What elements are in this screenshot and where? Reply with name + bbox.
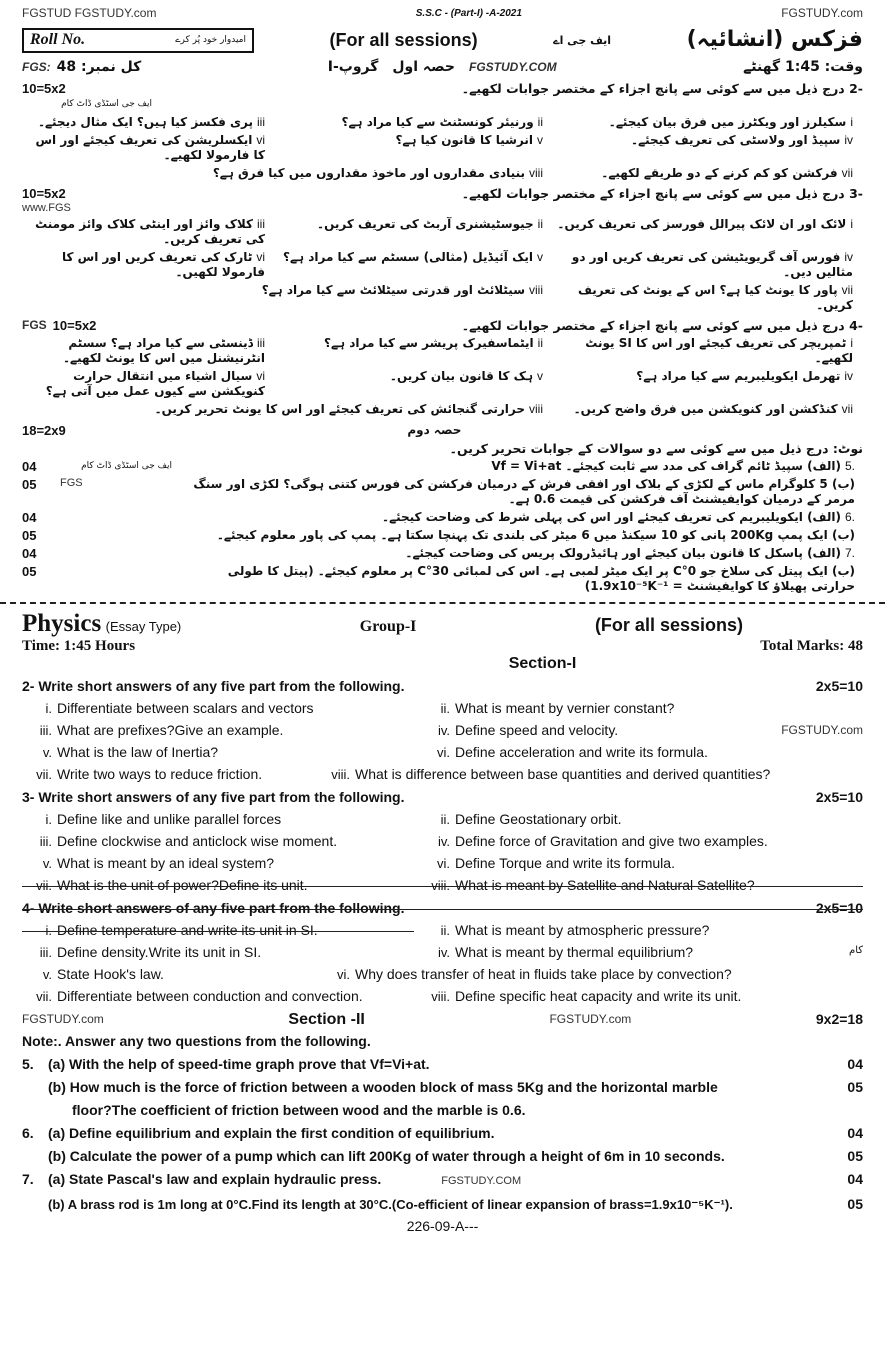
watermark: FGS [60, 477, 83, 489]
en-long-row [22, 1078, 863, 1097]
marks: 04 [22, 510, 37, 525]
en-item: viii. What is meant by Satellite and Natural Satellite? [431, 877, 755, 893]
english-subject: Physics (Essay Type) [22, 610, 182, 637]
urdu-section2-marks: 18=2x9 [22, 423, 66, 438]
urdu-long-q: (ب) ایک پمپ 200Kg پانی کو 10 سیکنڈ میں 6 میٹر کی بلندی تک پہنچا سکتا ہے۔ پمپ کی پاور معلوم کیجئے۔ [216, 528, 855, 542]
marks: 04 [847, 1056, 863, 1072]
watermark: FGSTUD FGSTUDY.com [22, 6, 157, 20]
en-long-q: (b) A brass rod is 1m long at 0°C.Find its length at 30°C.(Co-efficient of linear expansion of brass=1.9x10⁻⁵K⁻¹). [48, 1197, 733, 1212]
en-item: viii. What is difference between base quantities and derived quantities? [331, 766, 771, 782]
urdu-note: نوٹ: درج ذیل میں سے کوئی سے دو سوالات کے جوابات تحریر کریں۔ [449, 441, 863, 456]
en-item: ii. What is meant by vernier constant? [440, 700, 675, 716]
fg-label: ایف جی اے [553, 33, 612, 47]
urdu-long-q: (ب) 5 کلوگرام ماس کے لکڑی کے بلاک اور افقی فرش کے درمیان فرکشن کی فورس کتنی ہوگی؟ لکڑی اور سنگ مرمر کے درمیان کوایفیشنٹ آف فرکشن کی قیمت 0.6 ہے۔ [193, 477, 855, 506]
urdu-item: viایکسلریشن کی تعریف کیجئے اور اس کا فارمولا لکھیے۔ [35, 133, 265, 162]
urdu-item: viiفرکشن کو کم کرنے کے دو طریقے لکھیے۔ [601, 166, 853, 180]
en-section2-marks: 9x2=18 [815, 1011, 863, 1027]
en-long-q: (a) State Pascal's law and explain hydraulic press. FGSTUDY.COM [48, 1171, 522, 1187]
en-item: ii. Define Geostationary orbit. [440, 811, 622, 827]
marks: 05 [22, 564, 37, 579]
urdu-item: viٹارک کی تعریف کریں اور اس کا فارمولا لکھیں۔ [62, 250, 265, 279]
watermark: ایف جی اسٹڈی ڈاٹ کام [61, 99, 152, 109]
urdu-item: vانرشیا کا قانون کیا ہے؟ [395, 133, 543, 147]
en-item-row [22, 765, 863, 784]
watermark: FGSTUDY.com [549, 1012, 632, 1026]
urdu-item-row [22, 166, 863, 181]
urdu-long-row [22, 564, 863, 594]
en-item-row [22, 943, 863, 962]
marks-urdu: کل نمبر: 48 [56, 59, 142, 75]
marks: 04 [22, 459, 37, 474]
group-urdu: گروپ-I [327, 59, 379, 75]
roll-number-box [22, 28, 254, 53]
urdu-item-row [22, 336, 863, 366]
urdu-item: viiپاور کا یونٹ کیا ہے؟ اس کے یونٹ کی تعریف کریں۔ [577, 283, 853, 312]
en-item: vi. Why does transfer of heat in fluids take place by convection? [337, 966, 732, 982]
marks: 05 [22, 528, 37, 543]
en-q2-heading: 2- Write short answers of any five part from the following. [22, 678, 405, 694]
en-q3-marks: 2x5=10 [815, 789, 863, 805]
urdu-q4-heading-row [22, 318, 863, 333]
watermark: کام [849, 945, 863, 956]
watermark: www.FGS [22, 202, 71, 214]
strike-line [22, 886, 863, 887]
watermark: FGSTUDY.com [22, 1012, 104, 1026]
en-item-row [22, 743, 863, 762]
en-item: i. Define temperature and write its unit in SI. [22, 921, 414, 940]
urdu-item: ivفورس آف گریویٹیشن کی تعریف کریں اور دو مثالیں دیں۔ [571, 250, 853, 279]
english-header [22, 610, 863, 638]
en-item: vii. Write two ways to reduce friction. [36, 766, 263, 782]
en-q2-marks: 2x5=10 [815, 678, 863, 694]
urdu-long-row [22, 477, 863, 507]
watermark: FGS [22, 318, 47, 332]
urdu-q4-marks: 10=5x2 [52, 318, 97, 333]
strike-line [22, 909, 863, 910]
marks: 05 [22, 477, 37, 492]
en-long-row [22, 1124, 863, 1143]
en-item-row [22, 854, 863, 873]
urdu-section2-title: حصہ دوم [407, 423, 462, 437]
urdu-q4-heading: -4 درج ذیل میں سے کوئی سے پانچ اجزاء کے مختصر جوابات لکھیے۔ [461, 318, 863, 333]
en-item: iii. Define clockwise and anticlock wise moment. [39, 833, 338, 849]
urdu-item: viسیال اشیاء میں انتقال حرارت کنویکشن سے کیوں عمل میں آتی ہے؟ [45, 369, 265, 398]
board-code: S.S.C - (Part-I) -A-2021 [415, 7, 522, 19]
header-row [22, 26, 863, 54]
en-item-row [22, 810, 863, 829]
marks: 05 [847, 1148, 863, 1164]
en-item-row [22, 921, 863, 940]
urdu-item: vایک آئیڈیل (مثالی) سسٹم سے کیا مراد ہے؟ [283, 250, 543, 264]
en-item-row [22, 965, 863, 984]
en-q4-marks: 2x5=10 [815, 900, 863, 916]
sessions-label: (For all sessions) [329, 29, 478, 50]
urdu-item: iiورنیئر کونسٹنٹ سے کیا مراد ہے؟ [341, 115, 543, 129]
urdu-item: iiiکلاک وائز اور اینٹی کلاک وائز مومنٹ کی تعریف کریں۔ [35, 217, 265, 246]
en-item: vii. Differentiate between conduction and convection. [36, 988, 363, 1004]
time-urdu: وقت: 1:45 گھنٹے [743, 59, 863, 75]
urdu-item-row [22, 217, 863, 247]
en-section2-row [22, 1010, 863, 1029]
en-item: iv. What is meant by thermal equilibrium? [437, 944, 694, 960]
en-item: i. Define like and unlike parallel forces [45, 811, 282, 827]
marks: 04 [847, 1125, 863, 1141]
watermark: FGSTUDY.com [781, 6, 863, 20]
urdu-item: iiجیوسٹیشنری آربٹ کی تعریف کریں۔ [317, 217, 543, 231]
en-long-q: (a) Define equilibrium and explain the first condition of equilibrium. [48, 1125, 495, 1141]
urdu-item-row [22, 283, 863, 313]
urdu-long-q: .7(الف) پاسکل کا قانون بیان کیجئے اور ہائیڈرولک پریس کی وضاحت کیجئے۔ [405, 546, 855, 560]
urdu-long-q: (ب) ایک پیتل کی سلاخ جو 0°C پر ایک میٹر لمبی ہے۔ اس کی لمبائی 30°C پر معلوم کیجئے۔ (پیتل کا طولی حرارتی پھیلاؤ کا کوایفیشنٹ = 1.9x10⁻⁵K⁻¹) [227, 564, 855, 593]
urdu-item: iلائک اور ان لائک پیرالل فورسز کی تعریف کریں۔ [557, 217, 853, 231]
urdu-long-q: .6(الف) ایکویلیبریم کی تعریف کیجئے اور اس کی پہلی شرط کی وضاحت کیجئے۔ [382, 510, 855, 524]
english-sessions: (For all sessions) [594, 615, 743, 635]
en-item: v. What is the law of Inertia? [42, 744, 219, 760]
en-long-row [22, 1147, 863, 1166]
en-q4-heading: 4- Write short answers of any five part from the following. [22, 900, 405, 916]
urdu-section2-row [22, 423, 863, 438]
urdu-item: ivسپیڈ اور ولاسٹی کی تعریف کیجئے۔ [631, 133, 853, 147]
urdu-q3-heading-row [22, 186, 863, 214]
en-q3-heading: 3- Write short answers of any five part from the following. [22, 789, 405, 805]
urdu-section [0, 0, 885, 594]
en-long-q: (b) Calculate the power of a pump which can lift 200Kg of water through a height of 6m in 10 seconds. [48, 1148, 725, 1164]
en-long-row [22, 1170, 863, 1191]
en-item: viii. Define specific heat capacity and write its unit. [431, 988, 742, 1004]
urdu-long-row [22, 510, 863, 525]
watermark: FGS: [22, 60, 51, 74]
q-text: درج ذیل میں سے کوئی سے پانچ اجزاء کے مختصر جوابات لکھیے۔ [461, 81, 845, 96]
urdu-item: viiiحرارتی گنجائش کی تعریف کیجئے اور اس کا یونٹ تحریر کریں۔ [154, 402, 543, 416]
section1-urdu: حصہ اول [392, 59, 456, 75]
en-long-q: (a) With the help of speed-time graph prove that Vf=Vi+at. [48, 1056, 430, 1072]
urdu-long-row [22, 459, 863, 474]
marks: 05 [847, 1196, 863, 1212]
en-item: iii. Define density.Write its unit in SI. [39, 944, 262, 960]
urdu-q2-heading-row [22, 81, 863, 112]
en-item: i. Differentiate between scalars and vectors [45, 700, 314, 716]
watermark: ایف جی اسٹڈی ڈاٹ کام [81, 461, 172, 471]
q-number: 6. [22, 1125, 34, 1141]
urdu-q2-heading [152, 81, 863, 96]
q-number: 5. [22, 1056, 34, 1072]
en-long-row [22, 1195, 863, 1214]
marks: 04 [847, 1171, 863, 1187]
english-group: Group-I [359, 618, 417, 635]
subject-urdu: فزکس (انشائیہ) [686, 27, 863, 52]
en-item: iv. Define speed and velocity. [437, 722, 619, 738]
en-note: Note:. Answer any two questions from the following. [22, 1033, 371, 1049]
en-long-q: (b) How much is the force of friction between a wooden block of mass 5Kg and the horizontal marble [48, 1079, 718, 1095]
cut-line-divider [0, 602, 885, 604]
urdu-item: viiiبنیادی مقداروں اور ماخوذ مقداروں میں کیا فرق ہے؟ [212, 166, 543, 180]
urdu-item-row [22, 402, 863, 417]
marks: 05 [847, 1079, 863, 1095]
q-number: 7. [22, 1171, 34, 1187]
en-item: v. State Hook's law. [42, 966, 164, 982]
en-long-row [22, 1055, 863, 1074]
urdu-item: viiiسیٹلائٹ اور قدرتی سیٹلائٹ سے کیا مراد ہے؟ [261, 283, 543, 297]
en-q2-row [22, 677, 863, 696]
en-long-row [22, 1101, 863, 1120]
english-section2: Section -II [288, 1011, 365, 1028]
english-total-marks: Total Marks: 48 [760, 638, 863, 654]
urdu-item: iiایٹماسفیرک پریشر سے کیا مراد ہے؟ [324, 336, 543, 350]
top-strip [22, 4, 863, 22]
q-number: -2 [849, 81, 863, 96]
en-q3-row [22, 788, 863, 807]
paper-code-footer: 226-09-A--- [406, 1218, 479, 1234]
watermark: FGSTUDY.com [781, 723, 863, 737]
urdu-item: viiکنڈکشن اور کنویکشن میں فرق واضح کریں۔ [573, 402, 853, 416]
urdu-item: ivتھرمل ایکویلیبریم سے کیا مراد ہے؟ [636, 369, 853, 383]
en-item: vii. What is the unit of power?Define its unit. [36, 877, 308, 893]
urdu-item-row [22, 115, 863, 130]
en-item: v. What is meant by an ideal system? [42, 855, 275, 871]
english-section [0, 610, 885, 1234]
urdu-q3-heading: -3 درج ذیل میں سے کوئی سے پانچ اجزاء کے مختصر جوابات لکھیے۔ [461, 186, 863, 201]
en-item-row [22, 876, 863, 895]
en-item-row [22, 987, 863, 1006]
en-item-row [22, 699, 863, 718]
en-item-row [22, 721, 863, 740]
en-item: ii. What is meant by atmospheric pressure? [440, 922, 710, 938]
urdu-long-q: .5(الف) سپیڈ ٹائم گراف کی مدد سے ثابت کیجئے۔ Vf = Vi+at [491, 459, 855, 473]
english-time: Time: 1:45 Hours [22, 638, 136, 654]
english-section1: Section-I [508, 655, 577, 672]
en-item: vi. Define Torque and write its formula. [437, 855, 675, 871]
roll-note: امیدوار خود پُر کرے [175, 34, 246, 45]
urdu-item-row [22, 250, 863, 280]
english-subheader [22, 638, 863, 655]
watermark: FGSTUDY.COM [469, 60, 557, 74]
en-item-row [22, 832, 863, 851]
urdu-item-row [22, 133, 863, 163]
urdu-item: iسکیلرز اور ویکٹرز میں فرق بیان کیجئے۔ [608, 115, 853, 129]
urdu-item-row [22, 369, 863, 399]
urdu-q2-marks: 10=5x2 [22, 81, 66, 96]
en-q4-row [22, 899, 863, 918]
urdu-long-row [22, 546, 863, 561]
en-item: iv. Define force of Gravitation and give two examples. [437, 833, 768, 849]
urdu-item: iiiڈینسٹی سے کیا مراد ہے؟ سسٹم انٹرنیشنل میں اس کا یونٹ لکھیے۔ [63, 336, 265, 365]
strike-line [22, 931, 414, 932]
urdu-long-row [22, 528, 863, 543]
en-item: iii. What are prefixes?Give an example. [39, 722, 284, 738]
header-row [22, 58, 863, 76]
marks: 04 [22, 546, 37, 561]
urdu-item: iٹمپریچر کی تعریف کیجئے اور اس کا SI یونٹ لکھیے۔ [585, 336, 853, 365]
urdu-item: vہک کا قانون بیان کریں۔ [389, 369, 543, 383]
watermark: FGSTUDY.COM [441, 1175, 522, 1187]
urdu-item: iiiپری فکسز کیا ہیں؟ ایک مثال دیجئے۔ [37, 115, 265, 129]
en-long-q: floor?The coefficient of friction between wood and the marble is 0.6. [72, 1102, 526, 1118]
urdu-q3-marks: 10=5x2 [22, 186, 66, 201]
roll-label: Roll No. [30, 31, 86, 48]
en-item: vi. Define acceleration and write its formula. [437, 744, 708, 760]
